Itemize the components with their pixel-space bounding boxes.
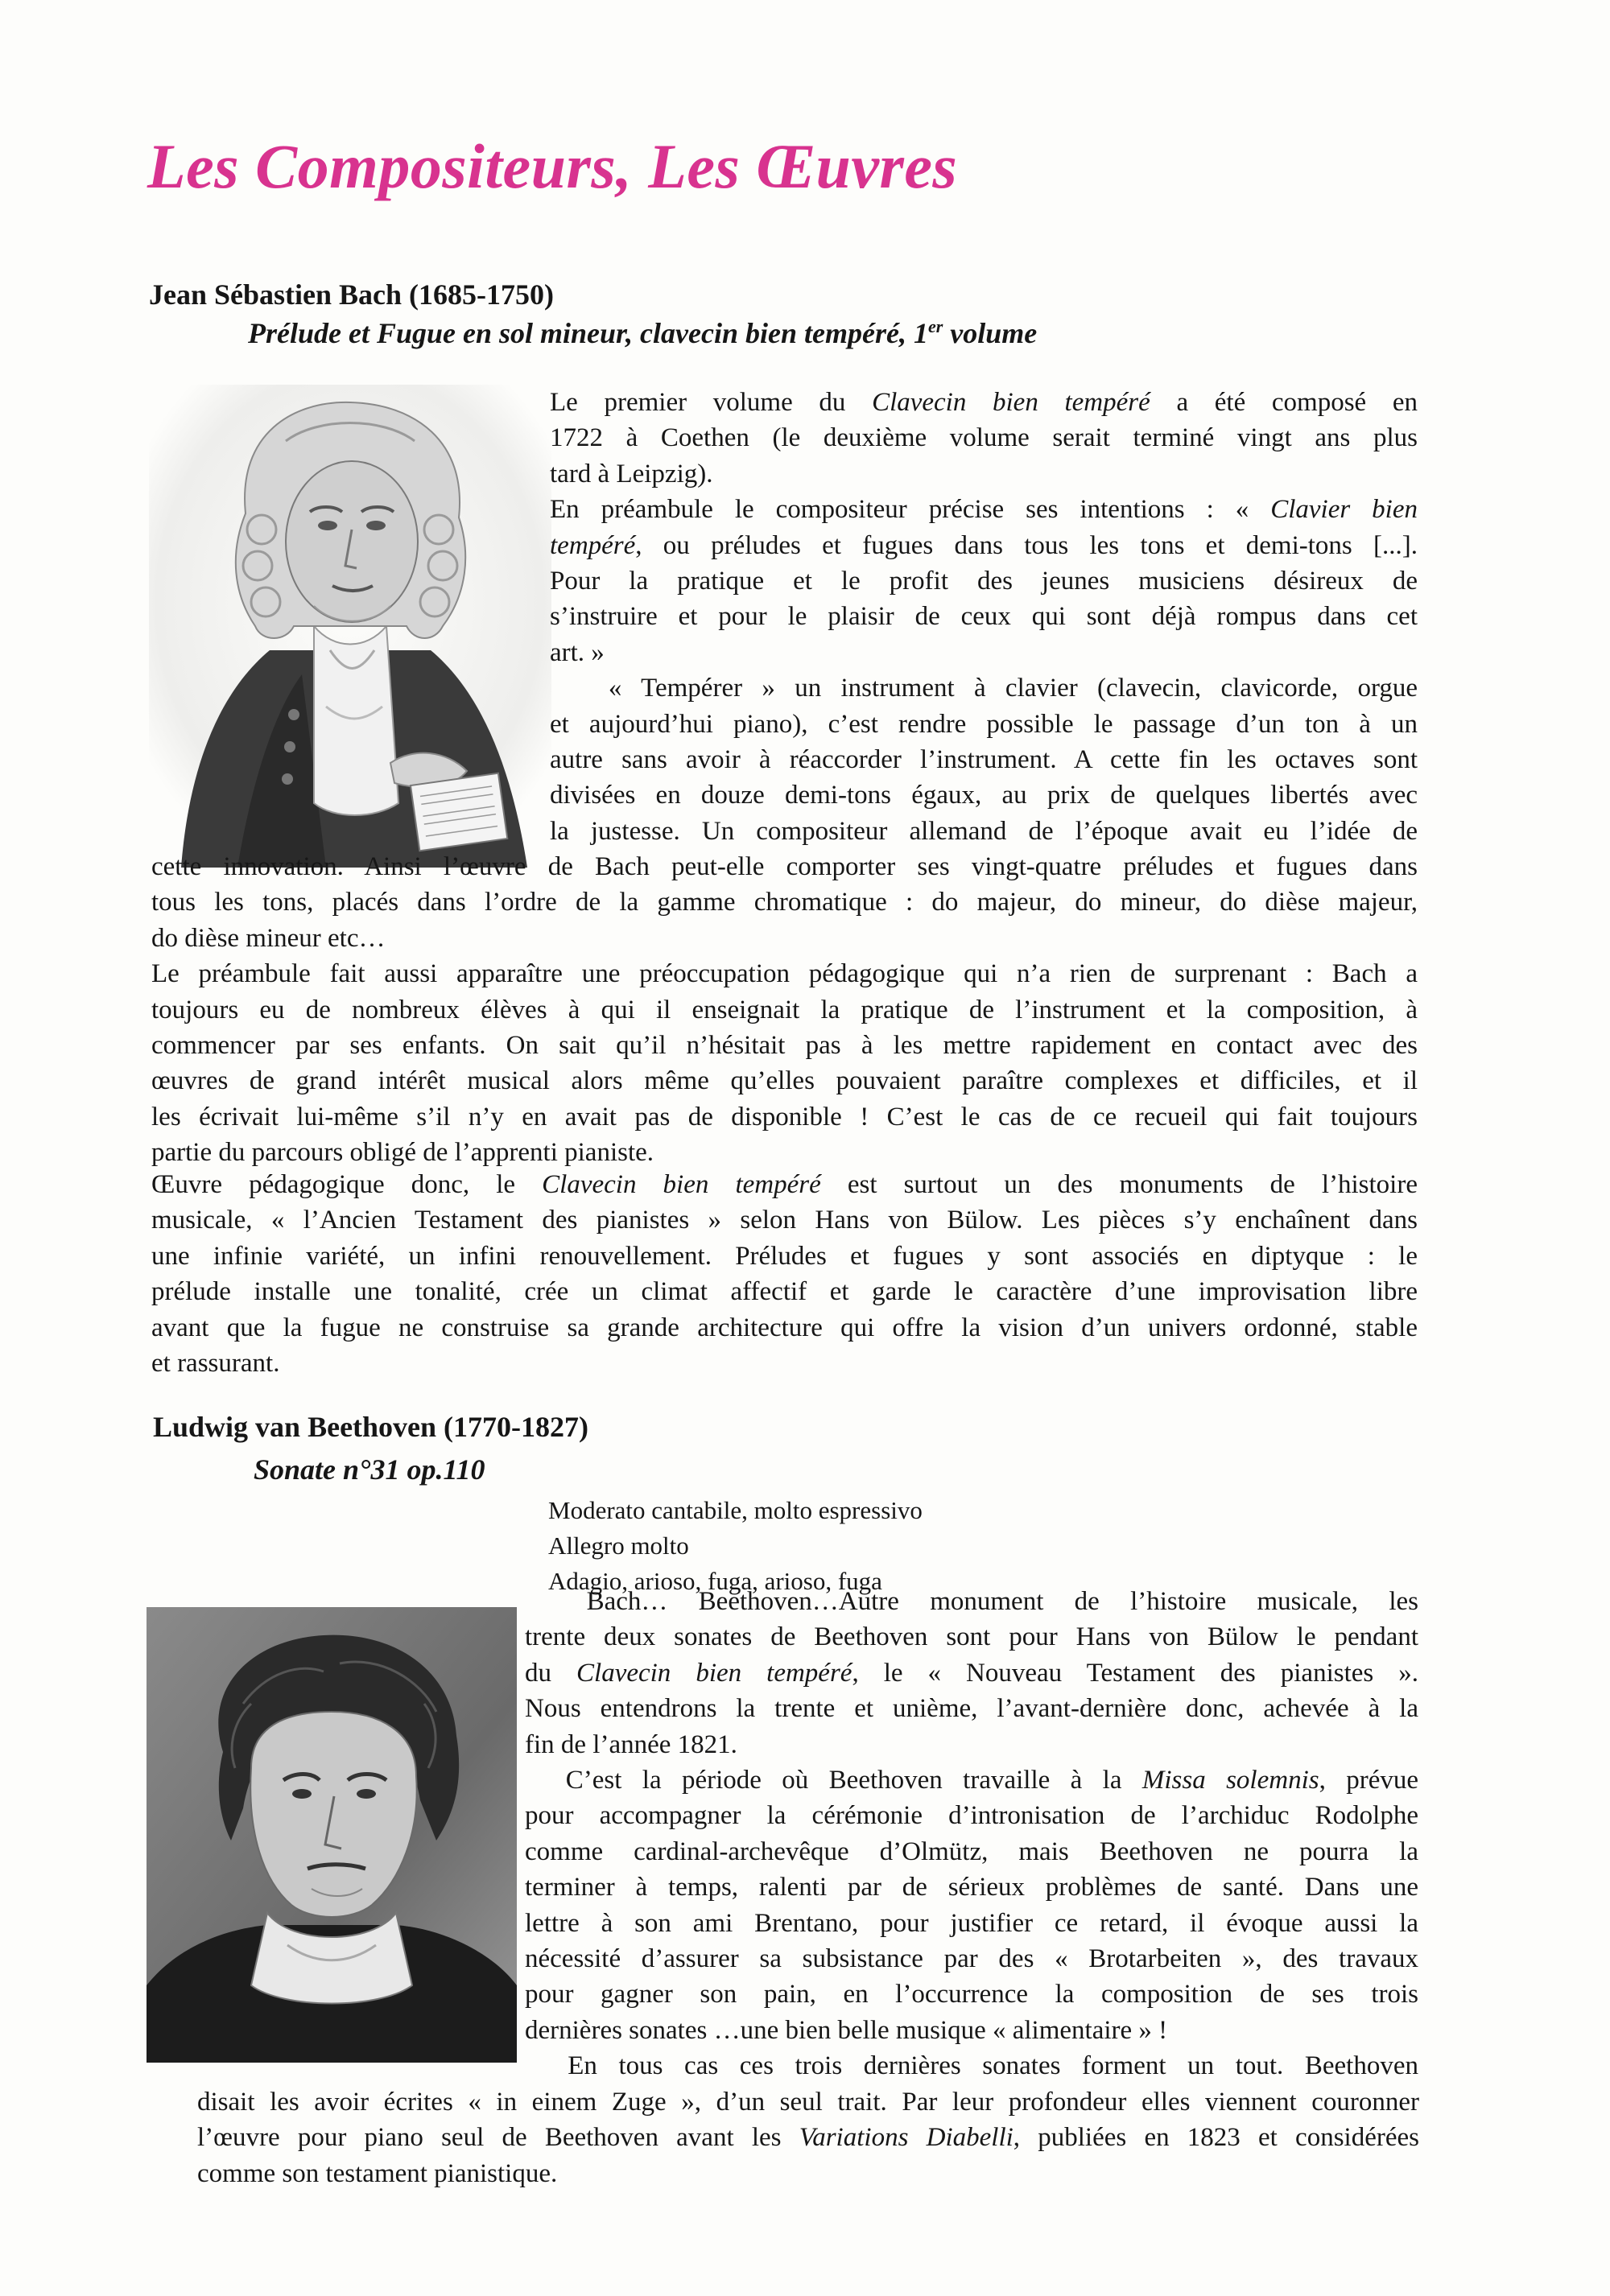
text-line: tous les tons, placés dans l’ordre de la gamme chromatique : do majeur, do mineur, do dièse majeur, <box>151 888 1418 917</box>
text-line: prélude installe une tonalité, crée un climat affectif et garde le caractère d’une improvisation libre <box>151 1277 1418 1307</box>
bach-work-main: Prélude et Fugue en sol mineur, clavecin bien tempéré, 1 <box>248 317 928 349</box>
text-line: lettre à son ami Brentano, pour justifier ce retard, il évoque aussi la <box>525 1908 1418 1938</box>
text-line: la justesse. Un compositeur allemand de l’époque avait eu l’idée de <box>550 816 1418 846</box>
text-line: do dièse mineur etc… <box>151 923 386 953</box>
text-line: terminer à temps, ralenti par de sérieux problèmes de santé. Dans une <box>525 1873 1418 1902</box>
text-line: une infinie variété, un infini renouvellement. Préludes et fugues y sont associés en diptyque : le <box>151 1241 1418 1271</box>
text-line: trente deux sonates de Beethoven sont pour Hans von Bülow le pendant <box>525 1622 1418 1652</box>
text-line: En tous cas ces trois dernières sonates forment un tout. Beethoven <box>525 2051 1418 2081</box>
text-line: comme cardinal-archevêque d’Olmütz, mais Beethoven ne pourra la <box>525 1836 1418 1866</box>
movement-item: Allegro molto <box>548 1531 689 1560</box>
beethoven-composer-heading: Ludwig van Beethoven (1770-1827) <box>153 1411 589 1443</box>
bach-paragraph-body <box>151 849 1418 1171</box>
text-line: et aujourd’hui piano), c’est rendre possible le passage d’un ton à un <box>550 709 1418 739</box>
text-line: divisées en douze demi-tons égaux, au prix de quelques libertés avec <box>550 781 1418 810</box>
text-line: du Clavecin bien tempéré, le « Nouveau Testament des pianistes ». <box>525 1658 1418 1688</box>
text-line: En préambule le compositeur précise ses intentions : « Clavier bien <box>550 495 1418 525</box>
bach-work-title <box>248 316 1037 351</box>
text-line: Pour la pratique et le profit des jeunes musiciens désireux de <box>550 567 1418 596</box>
bach-composer-heading: Jean Sébastien Bach (1685-1750) <box>149 278 554 311</box>
text-line: « Tempérer » un instrument à clavier (clavecin, clavicorde, orgue <box>550 674 1418 703</box>
text-line: avant que la fugue ne construise sa grande architecture qui offre la vision d’un univers ordonné, stable <box>151 1313 1418 1342</box>
bach-paragraph-intro <box>550 385 1418 849</box>
beethoven-portrait <box>147 1607 517 2063</box>
text-line: pour accompagner la cérémonie d’intronisation de l’archiduc Rodolphe <box>525 1801 1418 1831</box>
text-line: commencer par ses enfants. On sait qu’il n’hésitait pas à les mettre rapidement en contact avec des <box>151 1031 1418 1061</box>
beethoven-paragraph-body <box>197 2084 1419 2191</box>
text-line: les écrivait lui-même s’il n’y en avait pas de disponible ! C’est le cas de ce recueil qui fait toujours <box>151 1102 1418 1132</box>
text-line: musicale, « l’Ancien Testament des pianistes » selon Hans von Bülow. Les pièces s’y enchaînent dans <box>151 1206 1418 1235</box>
text-line: Le premier volume du Clavecin bien tempéré a été composé en <box>550 388 1418 417</box>
text-line: pour gagner son pain, en l’occurrence la composition de ses trois <box>525 1980 1418 2010</box>
text-line: et rassurant. <box>151 1349 280 1379</box>
text-line: Nous entendrons la trente et unième, l’avant-dernière donc, achevée à la <box>525 1694 1418 1724</box>
text-line: disait les avoir écrites « in einem Zuge », d’un seul trait. Par leur profondeur elles viennent couronner <box>197 2088 1419 2117</box>
text-line: œuvres de grand intérêt musical alors même qu’elles pouvaient paraître complexes et difficiles, et il <box>151 1066 1418 1096</box>
text-line: C’est la période où Beethoven travaille à la Missa solemnis, prévue <box>525 1766 1418 1795</box>
text-line: partie du parcours obligé de l’apprenti pianiste. <box>151 1138 654 1168</box>
text-line: Bach… Beethoven…Autre monument de l’histoire musicale, les <box>525 1587 1418 1616</box>
beethoven-paragraph-intro <box>525 1584 1418 2084</box>
bach-work-superscript: er <box>927 316 943 336</box>
movement-item: Moderato cantabile, molto espressivo <box>548 1496 923 1524</box>
text-line: Le préambule fait aussi apparaître une préoccupation pédagogique qui n’a rien de surprenant : Bach a <box>151 959 1418 989</box>
text-line: nécessité d’assurer sa subsistance par des « Brotarbeiten », des travaux <box>525 1944 1418 1974</box>
text-line: cette innovation. Ainsi l’œuvre de Bach peut-elle comporter ses vingt-quatre préludes et fugues dans <box>151 852 1418 881</box>
bach-portrait <box>149 385 551 868</box>
text-line: autre sans avoir à réaccorder l’instrument. A cette fin les octaves sont <box>550 745 1418 775</box>
text-line: fin de l’année 1821. <box>525 1729 737 1759</box>
text-line: art. » <box>550 637 605 667</box>
text-line: tempéré, ou préludes et fugues dans tous les tons et demi-tons [...]. <box>550 530 1418 560</box>
movement-item: Adagio, arioso, fuga, arioso, fuga <box>548 1567 882 1595</box>
text-line: 1722 à Coethen (le deuxième volume serait terminé vingt ans plus <box>550 423 1418 453</box>
text-line: l’œuvre pour piano seul de Beethoven avant les Variations Diabelli, publiées en 1823 et considérées <box>197 2123 1419 2153</box>
bach-work-tail: volume <box>943 317 1038 349</box>
text-line: toujours eu de nombreux élèves à qui il enseignait la pratique de l’instrument et la composition, à <box>151 995 1418 1024</box>
text-line: s’instruire et pour le plaisir de ceux qui sont déjà rompus dans cet <box>550 602 1418 632</box>
bach-paragraph-conclusion <box>151 1167 1418 1381</box>
page-title: Les Compositeurs, Les Œuvres <box>147 131 958 201</box>
text-line: comme son testament pianistique. <box>197 2158 558 2188</box>
text-line: Œuvre pédagogique donc, le Clavecin bien tempéré est surtout un des monuments de l’histoire <box>151 1170 1418 1199</box>
beethoven-work-title: Sonate n°31 op.110 <box>254 1453 485 1486</box>
text-line: dernières sonates …une bien belle musique « alimentaire » ! <box>525 2015 1168 2045</box>
text-line: tard à Leipzig). <box>550 459 713 488</box>
